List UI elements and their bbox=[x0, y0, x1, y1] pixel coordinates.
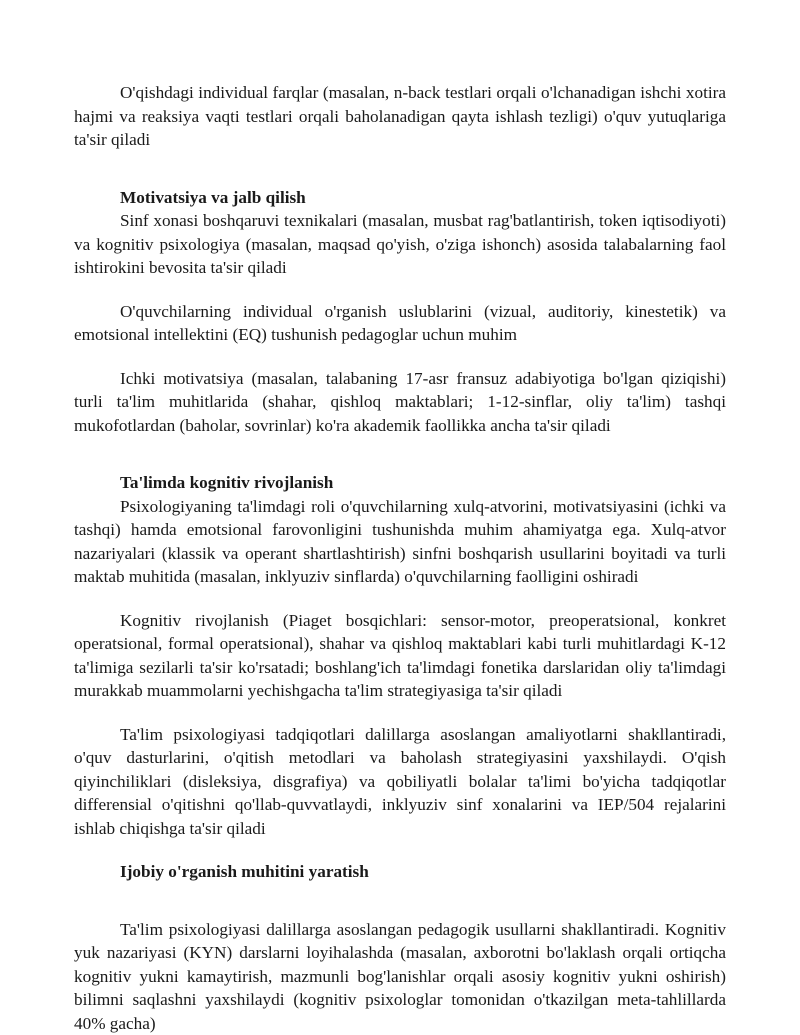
paragraph-psychology-role: Psixologiyaning ta'limdagi roli o'quvchilarning xulq-atvorini, motivatsiyasini (ichki va tashqi) hamda emotsional farovonligini tushunishda muhim ahamiyatga ega. Xulq-atvor nazariyalari (klassik va operant shartlashtirish) sinfni boshqarish usullarini boyitadi va turli maktab muhitida (masalan, inklyuziv sinflarda) o'quvchilarning faolligini oshiradi bbox=[74, 496, 726, 586]
paragraph-individual-differences: O'qishdagi individual farqlar (masalan, n-back testlari orqali o'lchanadigan ishchi xotira hajmi va reaksiya vaqti testlari orqali baholanadigan qayta ishlash tezligi) o'quv yutuqlariga ta'sir qiladi bbox=[74, 83, 726, 149]
document-page bbox=[74, 81, 726, 1035]
paragraph-learning-styles: O'quvchilarning individual o'rganish uslublarini (vizual, auditoriy, kinestetik) va emotsional intellektini (EQ) tushunish pedagoglar uchun muhim bbox=[74, 301, 726, 344]
paragraph-intrinsic-motivation: Ichki motivatsiya (masalan, talabaning 17-asr fransuz adabiyotiga bo'lgan qiziqishi) turli ta'lim muhitlarida (shahar, qishloq maktablari; 1-12-sinflar, oliy ta'lim) tashqi mukofotlardan (baholar, sovrinlar) ko'ra akademik faollikka ancha ta'sir qiladi bbox=[74, 368, 726, 435]
paragraph-cognitive-load: Ta'lim psixologiyasi dalillarga asoslangan pedagogik usullarni shakllantiradi. Kognitiv yuk nazariyasi (KYN) darslarni loyihalashda (masalan, axborotni bo'laklash orqali ortiqcha kognitiv yukni kamaytirish, mazmunli bog'lanishlar orqali asosiy kognitiv yukni oshirish) bilimni saqlashni yaxshilaydi (kognitiv psixologlar tomonidan o'tkazilgan meta-tahlillarda 40% gacha) bbox=[74, 919, 726, 1033]
heading-positive-environment: Ijobiy o'rganish muhitini yaratish bbox=[120, 862, 369, 881]
heading-motivation: Motivatsiya va jalb qilish bbox=[120, 187, 306, 207]
paragraph-piaget: Kognitiv rivojlanish (Piaget bosqichlari: sensor-motor, preoperatsional, konkret operatsional, formal operatsional), shahar va qishloq maktablari kabi turli muhitlardagi K-12 ta'limiga sezilarli ta'sir ko'rsatadi; boshlang'ich ta'limdagi fonetika darslaridan oliy ta'limdagi murakkab muammolarni yechishgacha ta'lim strategiyasiga ta'sir qiladi bbox=[74, 610, 726, 700]
heading-cognitive-development: Ta'limda kognitiv rivojlanish bbox=[120, 473, 334, 492]
paragraph-research: Ta'lim psixologiyasi tadqiqotlari dalillarga asoslangan amaliyotlarni shakllantiradi, o'quv dasturlarini, o'qitish metodlari va baholash strategiyasini yaxshilaydi. O'qish qiyinchiliklari (disleksiya, disgrafiya) va qobiliyatli bolalar ta'limi bo'yicha tadqiqotlar differensial o'qitishni qo'llab-quvvatlaydi, inklyuziv sinf xonalarini va IEP/504 rejalarini ishlab chiqishga ta'sir qiladi bbox=[74, 724, 726, 838]
paragraph-classroom-management: Sinf xonasi boshqaruvi texnikalari (masalan, musbat rag'batlantirish, token iqtisodiyoti) va kognitiv psixologiya (masalan, maqsad qo'yish, o'ziga ishonch) asosida talabalarning faol ishtirokini bevosita ta'sir qiladi bbox=[74, 211, 726, 277]
